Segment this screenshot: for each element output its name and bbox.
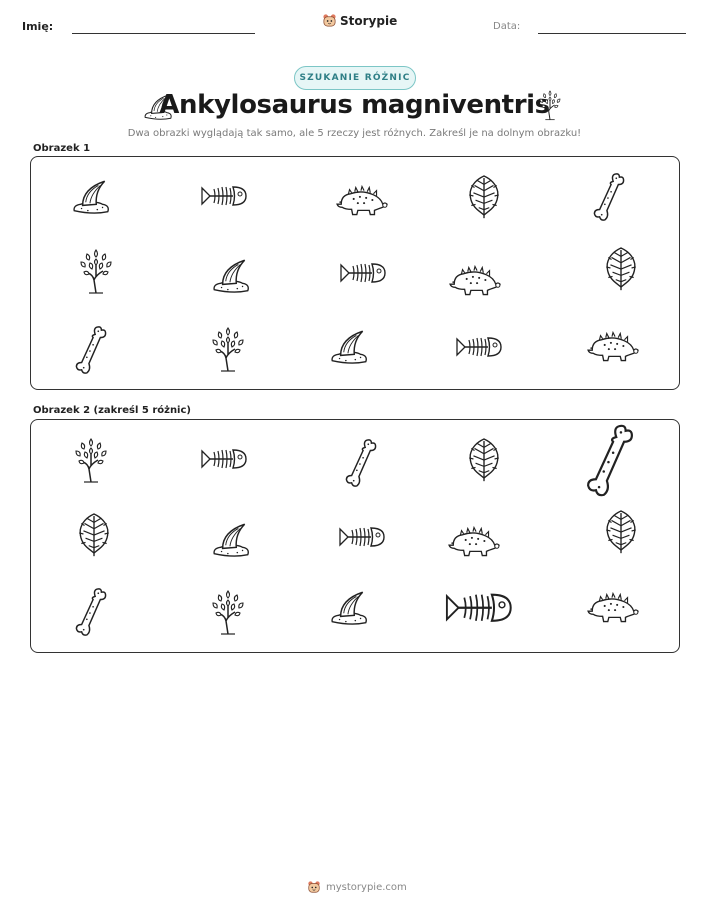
picture-2-label: Obrazek 2 (zakreśl 5 różnic) xyxy=(33,405,191,416)
page-title: Ankylosaurus magniventris xyxy=(159,90,550,120)
ankylosaurus-icon[interactable] xyxy=(586,588,640,626)
bone-icon[interactable] xyxy=(75,587,107,637)
tree-icon xyxy=(534,89,566,121)
picture-1-panel xyxy=(30,156,680,390)
claw-icon[interactable] xyxy=(328,586,370,630)
storypie-logo xyxy=(322,13,397,28)
fish-skeleton-icon xyxy=(455,332,503,362)
leaf-icon xyxy=(602,244,640,292)
fish-skeleton-icon[interactable] xyxy=(444,586,514,630)
fish-skeleton-icon[interactable] xyxy=(200,444,248,474)
tree-icon xyxy=(76,246,116,296)
bone-icon xyxy=(593,172,625,222)
bone-icon[interactable] xyxy=(345,438,377,488)
leaf-icon xyxy=(465,172,503,220)
tree-icon[interactable] xyxy=(208,587,248,637)
date-field[interactable] xyxy=(538,33,686,34)
claw-icon xyxy=(70,175,112,219)
name-label: Imię: xyxy=(22,20,54,33)
picture-2-panel[interactable] xyxy=(30,419,680,653)
bone-icon xyxy=(75,325,107,375)
bone-icon[interactable] xyxy=(586,423,634,498)
leaf-icon[interactable] xyxy=(602,507,640,555)
claw-icon xyxy=(328,325,370,369)
fish-skeleton-icon[interactable] xyxy=(338,522,386,552)
ankylosaurus-icon xyxy=(335,181,389,219)
bear-logo-icon xyxy=(322,13,337,28)
ankylosaurus-icon xyxy=(448,261,502,299)
claw-icon xyxy=(210,254,252,298)
fish-skeleton-icon xyxy=(200,181,248,211)
ankylosaurus-icon[interactable] xyxy=(447,522,501,560)
name-field[interactable] xyxy=(72,33,255,34)
ankylosaurus-icon xyxy=(586,327,640,365)
footer xyxy=(307,880,407,894)
leaf-icon[interactable] xyxy=(75,510,113,558)
leaf-icon[interactable] xyxy=(465,435,503,483)
fish-skeleton-icon xyxy=(339,258,387,288)
activity-badge: SZUKANIE RÓŻNIC xyxy=(294,66,416,90)
footer-url: mystorypie.com xyxy=(326,881,407,893)
picture-1-label: Obrazek 1 xyxy=(33,143,91,154)
brand-name: Storypie xyxy=(340,13,398,28)
instructions: Dwa obrazki wyglądają tak samo, ale 5 rzeczy jest różnych. Zakreśl je na dolnym obrazku! xyxy=(127,128,582,139)
claw-icon[interactable] xyxy=(210,518,252,562)
worksheet-header xyxy=(0,0,709,50)
tree-icon xyxy=(208,324,248,374)
date-label: Data: xyxy=(493,21,521,32)
bear-logo-icon xyxy=(307,880,321,894)
tree-icon[interactable] xyxy=(71,435,111,485)
